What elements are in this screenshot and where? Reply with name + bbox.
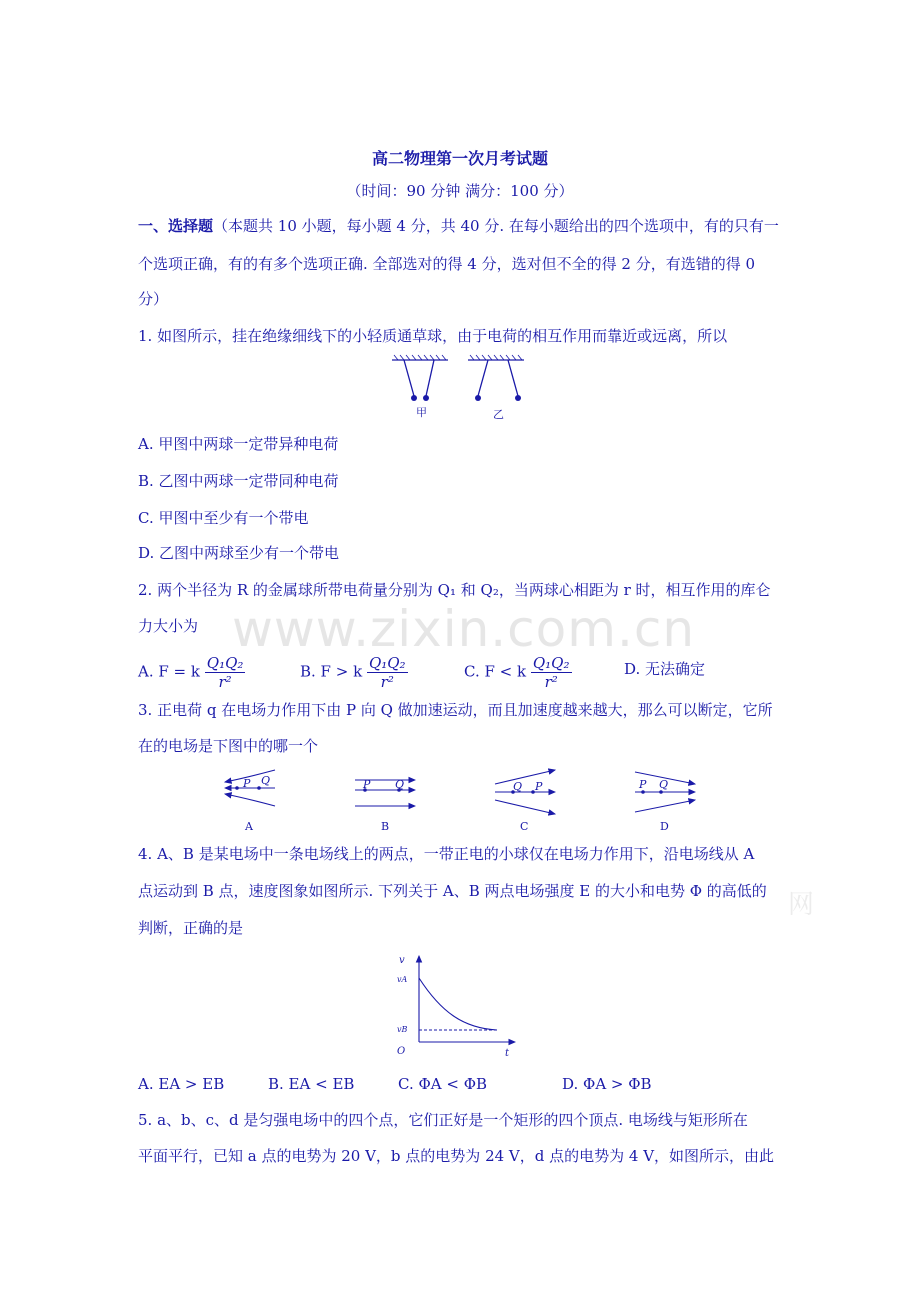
section-intro-text-1: （本题共 10 小题，每小题 4 分，共 40 分. 在每小题给出的四个选项中，有的只有一	[213, 217, 779, 235]
q2-option-a	[138, 654, 245, 691]
q4-stem-line-1: 4. A、B 是某电场中一条电场线上的两点，一带正电的小球仅在电场力作用下，沿电场线从 A	[138, 845, 755, 863]
section-intro-line-2: 个选项正确，有的有多个选项正确. 全部选对的得 4 分，选对但不全的得 2 分，有选错的得 0	[138, 255, 756, 273]
q3-a-point-q: Q	[261, 774, 271, 787]
q2-option-c-prefix: C. F < k	[464, 662, 527, 681]
q1-label-b: 乙	[493, 408, 504, 421]
q4-vb-label: vB	[397, 1025, 408, 1034]
section-heading: 一、选择题	[138, 217, 214, 235]
q2-option-b	[300, 654, 408, 691]
section-intro-line-3: 分）	[138, 290, 169, 308]
q2-fraction-a-den: r²	[218, 673, 232, 691]
q2-fraction-c-den: r²	[544, 673, 558, 691]
q2-option-d: D. 无法确定	[624, 660, 706, 678]
q3-b-point-q: Q	[395, 778, 405, 791]
q3-figure	[215, 762, 725, 838]
q4-origin: O	[397, 1046, 406, 1057]
q1-option-a: A. 甲图中两球一定带异种电荷	[138, 435, 339, 453]
q1-option-c: C. 甲图中至少有一个带电	[138, 509, 309, 527]
section-intro-line-1	[138, 216, 779, 236]
q3-label-b: B	[381, 820, 390, 833]
q4-option-d: D. ΦA > ΦB	[562, 1075, 652, 1093]
q3-label-d: D	[660, 820, 669, 833]
q4-va-label: vA	[397, 975, 408, 984]
q4-stem-line-2: 点运动到 B 点，速度图象如图所示. 下列关于 A、B 两点电场强度 E 的大小和电势 Φ 的高低的	[138, 882, 767, 900]
q2-fraction-c	[531, 654, 572, 691]
q2-option-c	[464, 654, 572, 691]
q1-label-a: 甲	[416, 406, 427, 419]
q1-option-b: B. 乙图中两球一定带同种电荷	[138, 472, 339, 490]
q2-option-b-prefix: B. F > k	[300, 662, 363, 681]
q3-d-point-p: P	[639, 778, 647, 791]
q3-d-point-q: Q	[659, 778, 669, 791]
page-title: 高二物理第一次月考试题	[371, 149, 548, 168]
q3-label-a: A	[245, 820, 253, 833]
q3-stem-line-2: 在的电场是下图中的哪一个	[138, 737, 319, 755]
q3-stem-line-1: 3. 正电荷 q 在电场力作用下由 P 向 Q 做加速运动，而且加速度越来越大，那么可以断定，它所	[138, 701, 773, 719]
q3-c-point-q: Q	[513, 780, 523, 793]
q1-stem: 1. 如图所示，挂在绝缘细线下的小轻质通草球，由于电荷的相互作用而靠近或远离，所以	[138, 327, 728, 345]
q4-stem-line-3: 判断，正确的是	[138, 919, 244, 937]
q4-axis-t: t	[505, 1048, 510, 1059]
q2-fraction-c-num: Q₁Q₂	[532, 654, 570, 672]
q2-fraction-b	[367, 654, 408, 691]
q3-c-point-p: P	[535, 780, 543, 793]
exam-info: （时间：90 分钟 满分：100 分）	[346, 182, 574, 200]
q5-stem-line-2: 平面平行，已知 a 点的电势为 20 V，b 点的电势为 24 V，d 点的电势为 4 V，如图所示，由此	[138, 1147, 775, 1165]
q4-velocity-graph	[393, 950, 523, 1062]
q1-option-d: D. 乙图中两球至少有一个带电	[138, 544, 340, 562]
watermark-corner: 网	[788, 890, 815, 920]
q2-fraction-b-num: Q₁Q₂	[368, 654, 406, 672]
q2-fraction-a-num: Q₁Q₂	[206, 654, 244, 672]
q4-option-b: B. EA < EB	[268, 1075, 355, 1093]
q2-stem-line-2: 力大小为	[138, 617, 199, 635]
q3-label-c: C	[520, 820, 529, 833]
q1-figure	[390, 354, 530, 424]
q3-a-point-p: P	[243, 777, 251, 790]
q4-option-c: C. ΦA < ΦB	[398, 1075, 488, 1093]
q4-axis-v: v	[399, 955, 405, 966]
watermark: www.zixin.com.cn	[232, 600, 696, 658]
q3-b-point-p: P	[363, 778, 371, 791]
q2-option-a-prefix: A. F = k	[138, 662, 200, 681]
q4-option-a: A. EA > EB	[138, 1075, 225, 1093]
q2-fraction-a	[205, 654, 246, 691]
q2-stem-line-1: 2. 两个半径为 R 的金属球所带电荷量分别为 Q₁ 和 Q₂，当两球心相距为 r 时，相互作用的库仑	[138, 581, 771, 599]
q5-stem-line-1: 5. a、b、c、d 是匀强电场中的四个点，它们正好是一个矩形的四个顶点. 电场线与矩形所在	[138, 1111, 748, 1129]
q2-fraction-b-den: r²	[380, 673, 394, 691]
